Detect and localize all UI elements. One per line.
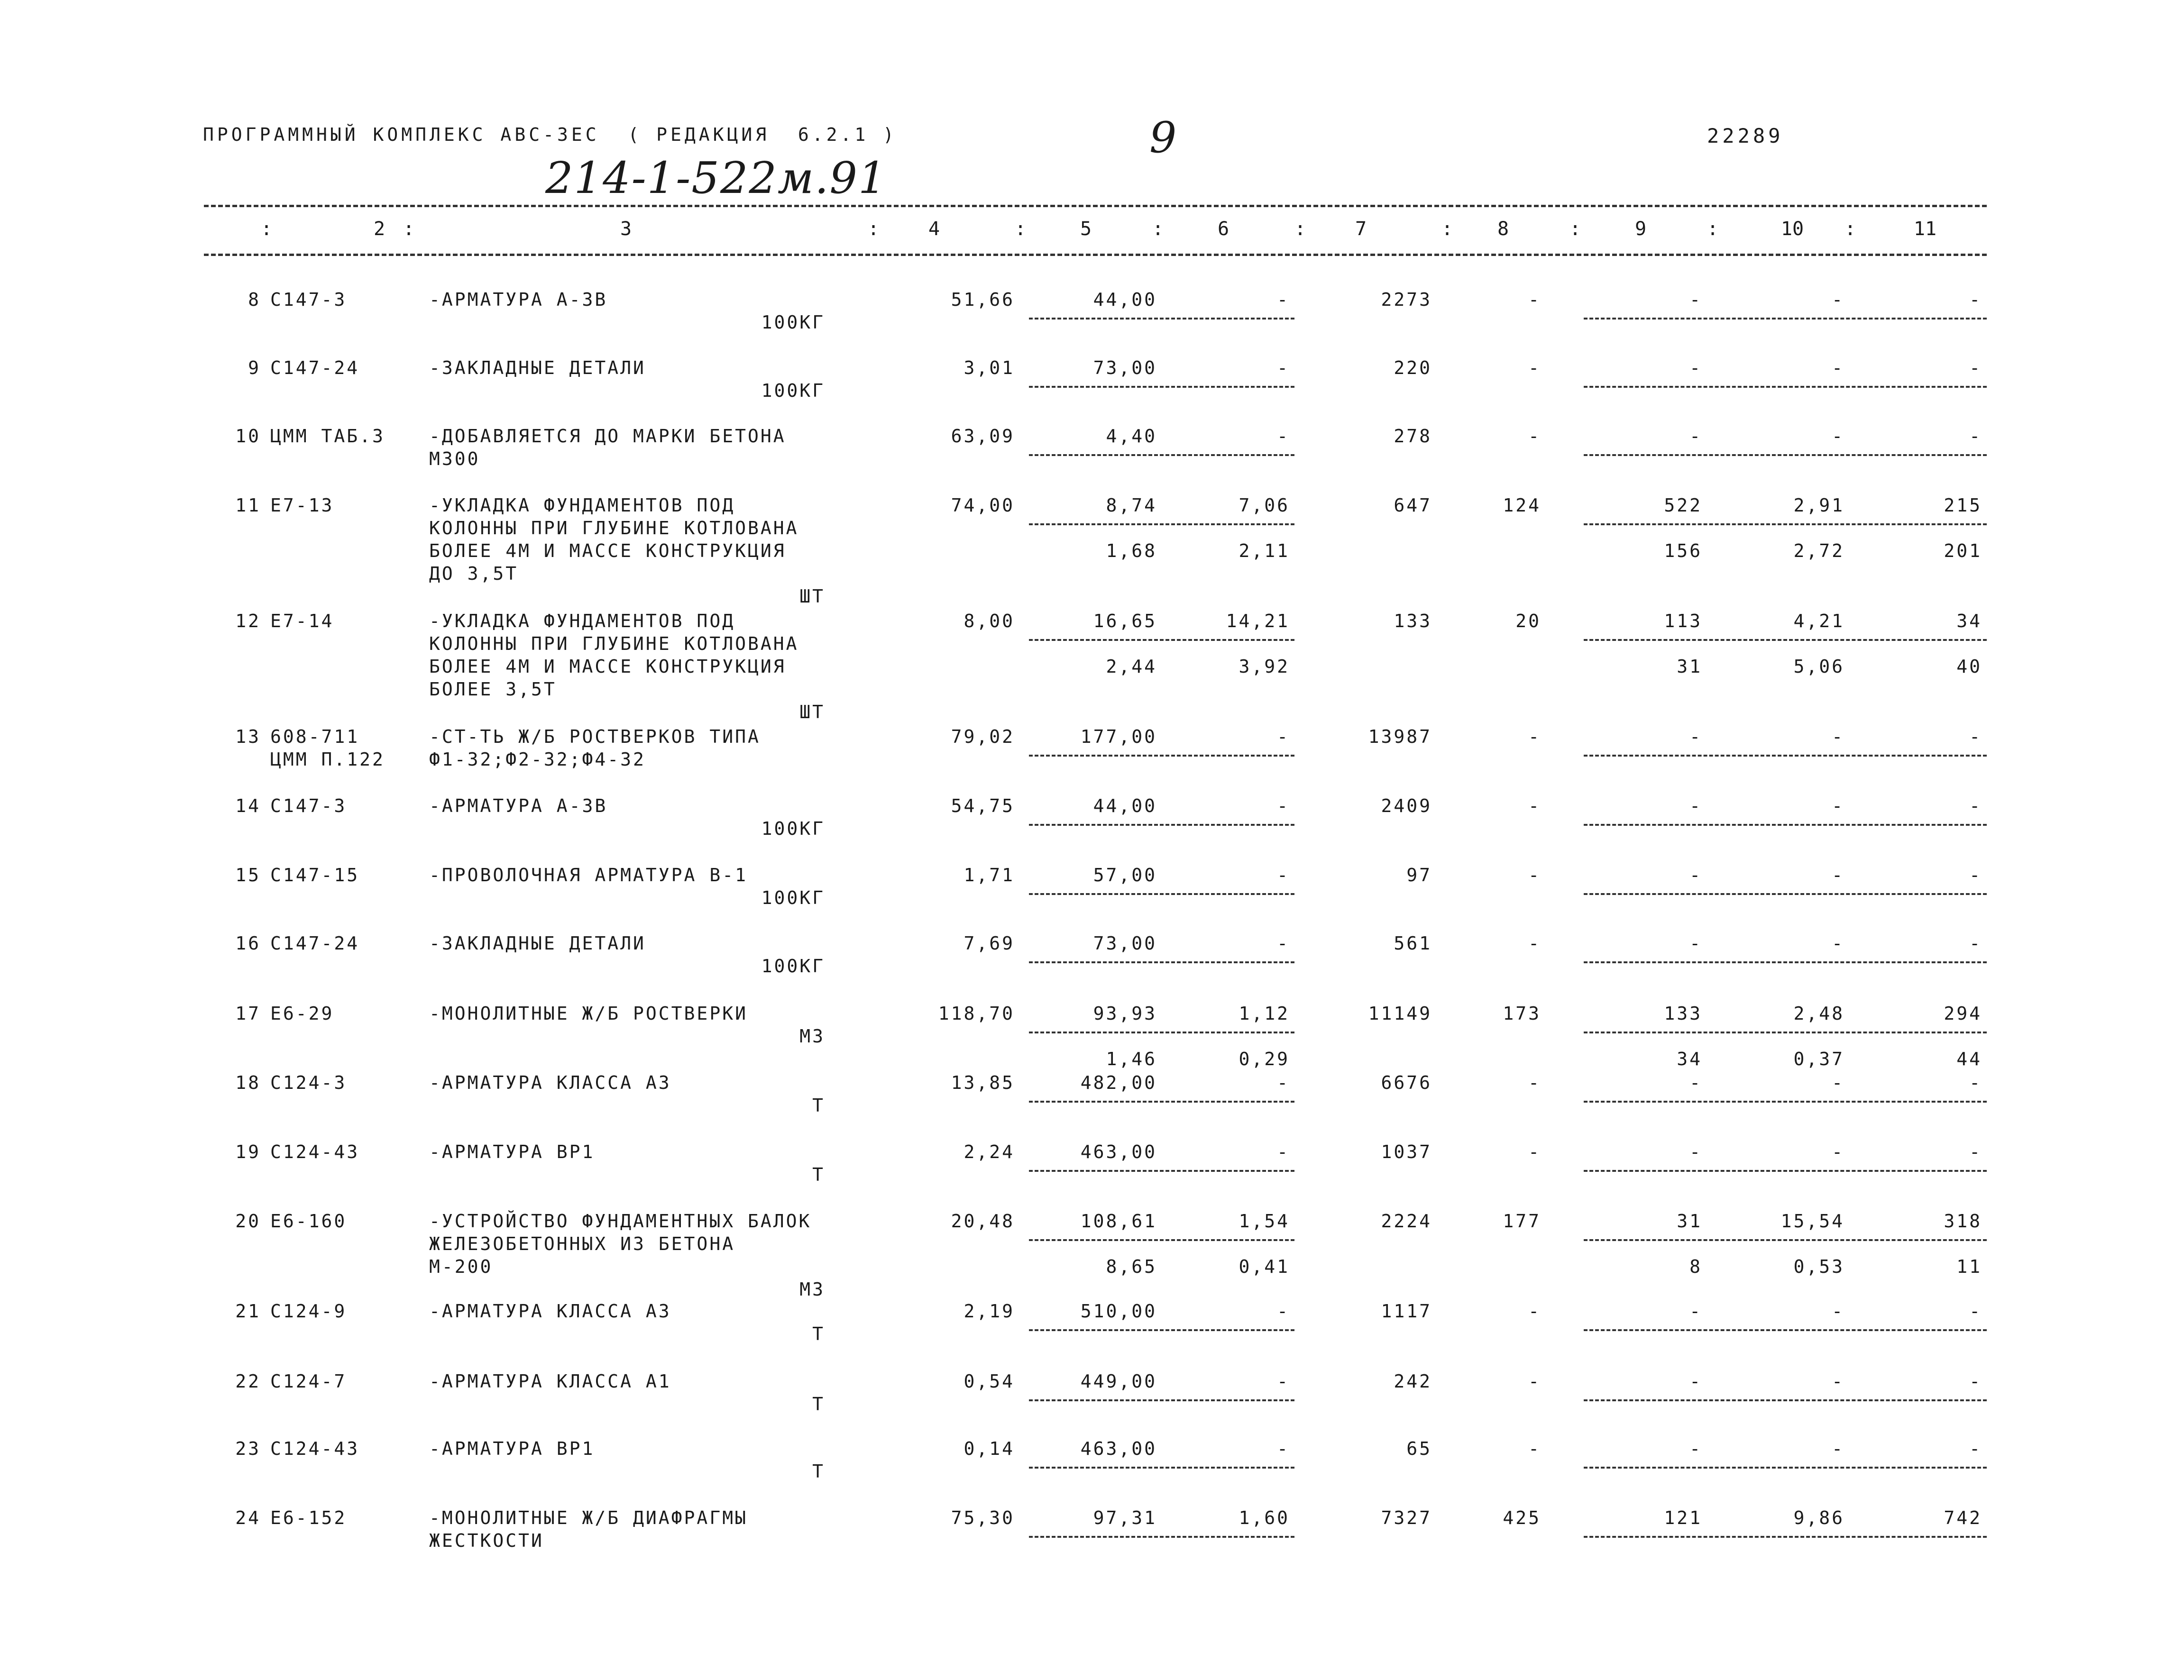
rate-code: Е6-152 [270,1507,347,1528]
total-wages: - [1528,1141,1541,1162]
unit-cost: 4,40 [1106,426,1157,447]
rate-code: С124-7 [270,1371,347,1392]
unit-label: Т [812,1164,825,1185]
row-number: 11 [235,495,261,516]
rate-code: С124-43 [270,1438,360,1459]
quantity: 3,01 [964,357,1015,378]
dash-cols-5-6 [1029,386,1294,388]
labor-total: 742 [1944,1507,1982,1528]
total-wages: - [1528,1371,1541,1392]
table-row [0,1370,2184,1436]
table-row [0,1141,2184,1207]
labor-unit: - [1832,1072,1844,1093]
total-cost: 1037 [1381,1141,1432,1162]
total-cost: 647 [1394,495,1432,516]
rate-code: С147-15 [270,865,360,886]
dash-cols-9-11 [1584,1536,1987,1538]
dash-cols-9-11 [1584,1467,1987,1469]
table-row [0,725,2184,792]
total-cost: 2224 [1381,1211,1432,1232]
quantity: 8,00 [964,611,1015,631]
table-row [0,794,2184,861]
machine-cost: - [1689,1072,1702,1093]
total-wages: - [1528,357,1541,378]
labor-total: - [1969,357,1982,378]
total-cost: 2273 [1381,289,1432,310]
unit-cost-secondary: 1,46 [1106,1049,1157,1069]
unit-label: М3 [799,1279,825,1300]
column-separator: : [1707,218,1719,240]
row-number: 13 [235,726,261,747]
labor-unit: 2,91 [1793,495,1844,516]
wages-unit: - [1277,865,1290,886]
wages-unit: 14,21 [1226,611,1290,631]
table-row [0,356,2184,423]
total-cost: 6676 [1381,1072,1432,1093]
dash-cols-5-6 [1029,755,1294,757]
quantity: 1,71 [964,865,1015,886]
total-cost: 97 [1406,865,1432,886]
machine-cost: 31 [1677,1211,1702,1232]
unit-cost: 57,00 [1093,865,1157,886]
table-row [0,425,2184,491]
dash-cols-9-11 [1584,961,1987,963]
dash-cols-9-11 [1584,824,1987,826]
quantity: 74,00 [951,495,1015,516]
dash-cols-5-6 [1029,1239,1294,1241]
labor-unit: 9,86 [1793,1507,1844,1528]
unit-cost: 463,00 [1080,1141,1157,1162]
machine-cost: 113 [1664,611,1702,631]
unit-cost-secondary: 2,44 [1106,656,1157,677]
row-number: 18 [235,1072,261,1093]
column-header-10: 10 [1780,218,1804,240]
rate-code: Е6-160 [270,1211,347,1232]
dash-cols-9-11 [1584,454,1987,456]
work-description: -АРМАТУРА А-3В [429,289,608,310]
page-number: 9 [1149,113,1177,163]
unit-cost: 44,00 [1093,795,1157,816]
unit-label: Т [812,1324,825,1344]
machine-cost: - [1689,795,1702,816]
work-description: -ЗАКЛАДНЫЕ ДЕТАЛИ [429,357,646,378]
work-description: -АРМАТУРА ВР1 [429,1438,595,1459]
column-separator: : [1015,218,1027,240]
row-number: 24 [235,1507,261,1528]
quantity: 75,30 [951,1507,1015,1528]
project-code: 214-1-522м.91 [545,153,887,203]
work-description: -АРМАТУРА КЛАССА А3 [429,1072,671,1093]
program-header: ПРОГРАММНЫЙ КОМПЛЕКС АВС-3ЕС ( РЕДАКЦИЯ 6.2.1 ) [203,124,898,145]
dash-cols-5-6 [1029,824,1294,826]
labor-total-secondary: 44 [1956,1049,1982,1069]
unit-label: Т [812,1394,825,1415]
row-number: 17 [235,1003,261,1024]
row-number: 12 [235,611,261,631]
wages-unit-secondary: 0,29 [1239,1049,1290,1069]
labor-unit-secondary: 5,06 [1793,656,1844,677]
column-header-4: 4 [928,218,940,240]
unit-cost-secondary: 8,65 [1106,1256,1157,1277]
table-row [0,610,2184,722]
machine-cost: - [1689,1141,1702,1162]
total-wages: 173 [1503,1003,1541,1024]
machine-cost: - [1689,1371,1702,1392]
wages-unit: - [1277,1301,1290,1322]
table-row [0,864,2184,930]
machine-cost: - [1689,933,1702,954]
header-rule [204,254,1987,256]
quantity: 0,14 [964,1438,1015,1459]
unit-label: Т [812,1095,825,1116]
total-cost: 278 [1394,426,1432,447]
labor-total: - [1969,1141,1982,1162]
total-wages: - [1528,865,1541,886]
dash-cols-9-11 [1584,1239,1987,1241]
labor-total: 294 [1944,1003,1982,1024]
machine-cost-secondary: 156 [1664,540,1702,561]
table-row [0,494,2184,607]
wages-unit: - [1277,289,1290,310]
quantity: 0,54 [964,1371,1015,1392]
rate-code: Е7-14 [270,611,334,631]
machine-cost: - [1689,1301,1702,1322]
total-wages: 20 [1515,611,1541,631]
total-cost: 7327 [1381,1507,1432,1528]
wages-unit-secondary: 0,41 [1239,1256,1290,1277]
labor-total-secondary: 40 [1956,656,1982,677]
labor-unit-secondary: 0,53 [1793,1256,1844,1277]
dash-cols-9-11 [1584,318,1987,320]
unit-cost: 73,00 [1093,357,1157,378]
column-header-6: 6 [1217,218,1230,240]
machine-cost: 133 [1664,1003,1702,1024]
dash-cols-9-11 [1584,893,1987,895]
row-number: 14 [235,795,261,816]
labor-total: - [1969,865,1982,886]
wages-unit: 1,54 [1239,1211,1290,1232]
labor-total: 215 [1944,495,1982,516]
total-cost: 242 [1394,1371,1432,1392]
column-header-8: 8 [1497,218,1509,240]
wages-unit: - [1277,795,1290,816]
labor-unit: - [1832,357,1844,378]
top-rule [204,205,1987,207]
unit-label: 100КГ [761,887,825,908]
dash-cols-9-11 [1584,1329,1987,1331]
dash-cols-5-6 [1029,893,1294,895]
total-cost: 13987 [1368,726,1432,747]
unit-label: 100КГ [761,818,825,839]
dash-cols-9-11 [1584,639,1987,641]
work-description: -УКЛАДКА ФУНДАМЕНТОВ ПОД КОЛОННЫ ПРИ ГЛУБИНЕ КОТЛОВАНА БОЛЕЕ 4М И МАССЕ КОНСТРУКЦИЯ БОЛЕЕ 3,5Т [429,611,799,700]
column-separator: : [1441,218,1453,240]
total-wages: - [1528,933,1541,954]
quantity: 7,69 [964,933,1015,954]
labor-unit: 2,48 [1793,1003,1844,1024]
quantity: 63,09 [951,426,1015,447]
row-number: 16 [235,933,261,954]
dash-cols-9-11 [1584,1032,1987,1033]
row-number: 23 [235,1438,261,1459]
total-cost: 133 [1394,611,1432,631]
column-separator: : [1152,218,1164,240]
column-separator: : [1569,218,1581,240]
unit-label: Т [812,1461,825,1482]
quantity: 118,70 [938,1003,1015,1024]
work-description: -ДОБАВЛЯЕТСЯ ДО МАРКИ БЕТОНА М300 [429,426,786,469]
work-description: -АРМАТУРА КЛАССА А3 [429,1301,671,1322]
total-wages: - [1528,1438,1541,1459]
work-description: -МОНОЛИТНЫЕ Ж/Б РОСТВЕРКИ [429,1003,748,1024]
row-number: 8 [248,289,261,310]
row-number: 20 [235,1211,261,1232]
unit-cost: 177,00 [1080,726,1157,747]
labor-unit: - [1832,726,1844,747]
dash-cols-5-6 [1029,1329,1294,1331]
wages-unit: 1,12 [1239,1003,1290,1024]
table-row [0,1071,2184,1138]
total-wages: - [1528,1072,1541,1093]
unit-label: 100КГ [761,312,825,333]
document-number: 22289 [1707,124,1784,147]
rate-code: С147-24 [270,357,360,378]
work-description: -ЗАКЛАДНЫЕ ДЕТАЛИ [429,933,646,954]
labor-unit: - [1832,1301,1844,1322]
dash-cols-9-11 [1584,755,1987,757]
unit-cost: 482,00 [1080,1072,1157,1093]
machine-cost-secondary: 34 [1677,1049,1702,1069]
labor-total: - [1969,426,1982,447]
wages-unit: - [1277,1371,1290,1392]
row-number: 9 [248,357,261,378]
dash-cols-5-6 [1029,1101,1294,1103]
total-cost: 2409 [1381,795,1432,816]
quantity: 51,66 [951,289,1015,310]
column-separator: : [261,218,273,240]
unit-cost: 463,00 [1080,1438,1157,1459]
total-cost: 220 [1394,357,1432,378]
dash-cols-5-6 [1029,961,1294,963]
labor-unit: - [1832,1141,1844,1162]
rate-code: С124-43 [270,1141,360,1162]
labor-total: - [1969,795,1982,816]
labor-unit: 4,21 [1793,611,1844,631]
column-header-9: 9 [1634,218,1647,240]
total-wages: 425 [1503,1507,1541,1528]
total-wages: 124 [1503,495,1541,516]
machine-cost-secondary: 8 [1689,1256,1702,1277]
work-description: -ПРОВОЛОЧНАЯ АРМАТУРА В-1 [429,865,748,886]
rate-code: ЦММ ТАБ.3 [270,426,385,447]
table-row [0,288,2184,355]
row-number: 22 [235,1371,261,1392]
table-row [0,1002,2184,1068]
dash-cols-5-6 [1029,1467,1294,1469]
unit-cost: 510,00 [1080,1301,1157,1322]
quantity: 2,19 [964,1301,1015,1322]
table-row [0,932,2184,998]
unit-cost: 93,93 [1093,1003,1157,1024]
total-cost: 11149 [1368,1003,1432,1024]
unit-cost: 8,74 [1106,495,1157,516]
dash-cols-5-6 [1029,1170,1294,1172]
total-cost: 561 [1394,933,1432,954]
row-number: 15 [235,865,261,886]
rate-code: С124-9 [270,1301,347,1322]
column-header-5: 5 [1080,218,1092,240]
quantity: 13,85 [951,1072,1015,1093]
dash-cols-9-11 [1584,1399,1987,1401]
wages-unit: 7,06 [1239,495,1290,516]
wages-unit: - [1277,1438,1290,1459]
machine-cost: - [1689,289,1702,310]
quantity: 20,48 [951,1211,1015,1232]
work-description: -СТ-ТЬ Ж/Б РОСТВЕРКОВ ТИПА Ф1-32;Ф2-32;Ф4-32 [429,726,761,770]
labor-unit: - [1832,1438,1844,1459]
work-description: -АРМАТУРА КЛАССА А1 [429,1371,671,1392]
rate-code: Е6-29 [270,1003,334,1024]
unit-cost: 73,00 [1093,933,1157,954]
total-wages: - [1528,795,1541,816]
unit-label: 100КГ [761,956,825,977]
unit-cost: 108,61 [1080,1211,1157,1232]
column-separator: : [1844,218,1856,240]
machine-cost: 121 [1664,1507,1702,1528]
wages-unit-secondary: 3,92 [1239,656,1290,677]
labor-total: - [1969,1371,1982,1392]
quantity: 79,02 [951,726,1015,747]
row-number: 21 [235,1301,261,1322]
labor-unit-secondary: 2,72 [1793,540,1844,561]
dash-cols-5-6 [1029,639,1294,641]
row-number: 10 [235,426,261,447]
total-wages: - [1528,426,1541,447]
dash-cols-5-6 [1029,523,1294,525]
column-header-2: 2 [373,218,385,240]
labor-unit-secondary: 0,37 [1793,1049,1844,1069]
column-header-11: 11 [1913,218,1937,240]
labor-total-secondary: 11 [1956,1256,1982,1277]
rate-code: Е7-13 [270,495,334,516]
wages-unit: - [1277,1072,1290,1093]
wages-unit: - [1277,357,1290,378]
labor-unit: - [1832,426,1844,447]
total-cost: 65 [1406,1438,1432,1459]
unit-cost: 449,00 [1080,1371,1157,1392]
labor-total: - [1969,1438,1982,1459]
work-description: -МОНОЛИТНЫЕ Ж/Б ДИАФРАГМЫ ЖЕСТКОСТИ [429,1507,748,1551]
rate-code: 608-711 ЦММ П.122 [270,726,385,770]
labor-total: 318 [1944,1211,1982,1232]
work-description: -УКЛАДКА ФУНДАМЕНТОВ ПОД КОЛОННЫ ПРИ ГЛУБИНЕ КОТЛОВАНА БОЛЕЕ 4М И МАССЕ КОНСТРУКЦИЯ ДО 3,5Т [429,495,799,584]
wages-unit: - [1277,426,1290,447]
unit-cost: 97,31 [1093,1507,1157,1528]
unit-cost: 16,65 [1093,611,1157,631]
labor-unit: - [1832,289,1844,310]
column-separator: : [868,218,880,240]
table-row [0,1300,2184,1366]
table-row [0,1437,2184,1504]
total-cost: 1117 [1381,1301,1432,1322]
dash-cols-5-6 [1029,1032,1294,1033]
work-description: -УСТРОЙСТВО ФУНДАМЕНТНЫХ БАЛОК ЖЕЛЕЗОБЕТОННЫХ ИЗ БЕТОНА М-200 [429,1211,812,1277]
dash-cols-9-11 [1584,386,1987,388]
machine-cost: - [1689,1438,1702,1459]
machine-cost-secondary: 31 [1677,656,1702,677]
machine-cost: 522 [1664,495,1702,516]
dash-cols-9-11 [1584,1170,1987,1172]
quantity: 2,24 [964,1141,1015,1162]
quantity: 54,75 [951,795,1015,816]
machine-cost: - [1689,726,1702,747]
machine-cost: - [1689,426,1702,447]
dash-cols-5-6 [1029,1536,1294,1538]
labor-total: - [1969,1072,1982,1093]
unit-label: ШТ [799,586,825,607]
unit-cost: 44,00 [1093,289,1157,310]
labor-total-secondary: 201 [1944,540,1982,561]
dash-cols-5-6 [1029,454,1294,456]
column-header-7: 7 [1355,218,1367,240]
rate-code: С147-3 [270,289,347,310]
labor-total: 34 [1956,611,1982,631]
machine-cost: - [1689,357,1702,378]
dash-cols-9-11 [1584,1101,1987,1103]
labor-total: - [1969,933,1982,954]
work-description: -АРМАТУРА ВР1 [429,1141,595,1162]
work-description: -АРМАТУРА А-3В [429,795,608,816]
total-wages: 177 [1503,1211,1541,1232]
rate-code: С147-3 [270,795,347,816]
unit-label: ШТ [799,702,825,722]
dash-cols-5-6 [1029,1399,1294,1401]
labor-unit: - [1832,1371,1844,1392]
dash-cols-9-11 [1584,523,1987,525]
rate-code: С147-24 [270,933,360,954]
table-row [0,1210,2184,1300]
column-separator: : [403,218,415,240]
wages-unit: - [1277,1141,1290,1162]
row-number: 19 [235,1141,261,1162]
total-wages: - [1528,1301,1541,1322]
table-row [0,1507,2184,1573]
labor-unit: 15,54 [1780,1211,1844,1232]
labor-total: - [1969,289,1982,310]
unit-cost-secondary: 1,68 [1106,540,1157,561]
rate-code: С124-3 [270,1072,347,1093]
wages-unit: 1,60 [1239,1507,1290,1528]
dash-cols-5-6 [1029,318,1294,320]
labor-unit: - [1832,865,1844,886]
total-wages: - [1528,726,1541,747]
wages-unit-secondary: 2,11 [1239,540,1290,561]
column-separator: : [1294,218,1306,240]
labor-total: - [1969,726,1982,747]
labor-unit: - [1832,795,1844,816]
wages-unit: - [1277,933,1290,954]
unit-label: 100КГ [761,380,825,401]
machine-cost: - [1689,865,1702,886]
wages-unit: - [1277,726,1290,747]
labor-unit: - [1832,933,1844,954]
unit-label: М3 [799,1026,825,1047]
total-wages: - [1528,289,1541,310]
labor-total: - [1969,1301,1982,1322]
column-header-3: 3 [620,218,632,240]
